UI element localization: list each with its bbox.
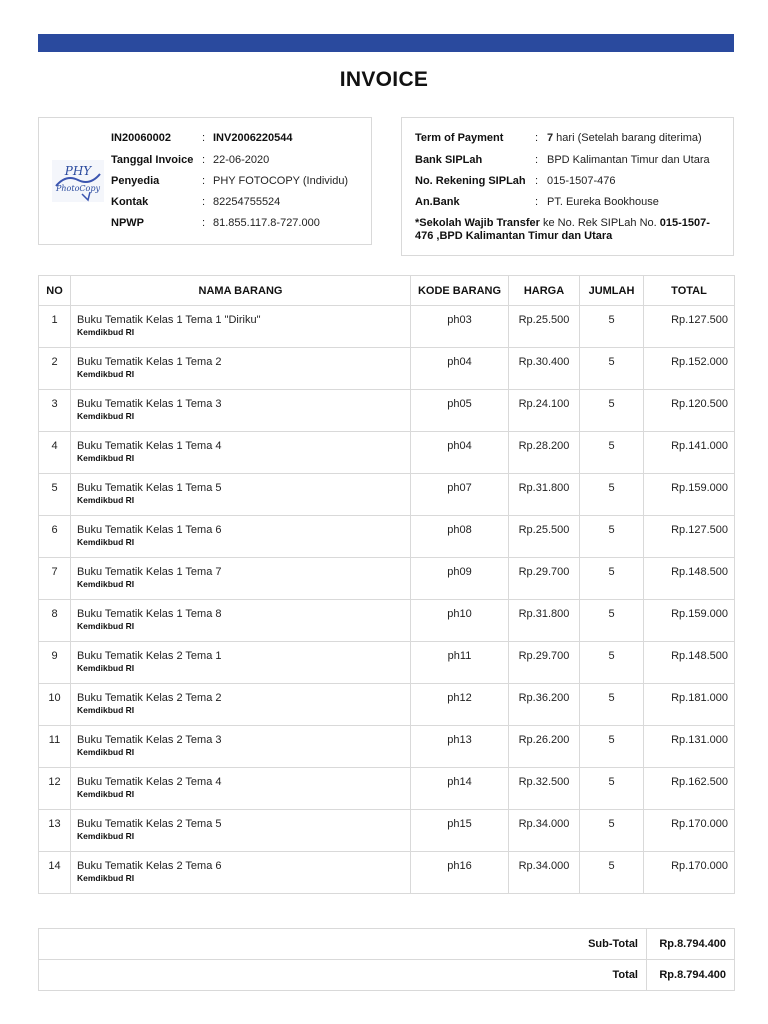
- item-quantity: 5: [580, 516, 644, 558]
- separator: :: [535, 132, 539, 144]
- item-price: Rp.26.200: [509, 726, 580, 768]
- header-name: NAMA BARANG: [71, 276, 411, 306]
- item-quantity: 5: [580, 852, 644, 894]
- item-total: Rp.181.000: [644, 684, 735, 726]
- item-code: ph11: [411, 642, 509, 684]
- row-number: 7: [39, 558, 71, 600]
- item-name: Buku Tematik Kelas 1 Tema 6: [77, 524, 222, 536]
- item-code: ph03: [411, 306, 509, 348]
- transfer-note-text: ke No. Rek SIPLah No.: [539, 217, 660, 229]
- table-row: [39, 558, 735, 600]
- item-total: Rp.148.500: [644, 642, 735, 684]
- item-price: Rp.30.400: [509, 348, 580, 390]
- term-label: Term of Payment: [415, 132, 504, 144]
- item-name-cell: [71, 390, 411, 432]
- item-quantity: 5: [580, 306, 644, 348]
- item-total: Rp.120.500: [644, 390, 735, 432]
- table-row: [39, 642, 735, 684]
- item-price: Rp.34.000: [509, 852, 580, 894]
- holder-value: PT. Eureka Bookhouse: [547, 196, 659, 208]
- item-price: Rp.24.100: [509, 390, 580, 432]
- table-row: [39, 852, 735, 894]
- item-name: Buku Tematik Kelas 1 Tema 8: [77, 608, 222, 620]
- item-code: ph04: [411, 432, 509, 474]
- item-publisher: Kemdikbud RI: [77, 705, 135, 715]
- row-number: 3: [39, 390, 71, 432]
- item-total: Rp.127.500: [644, 516, 735, 558]
- item-name-cell: [71, 348, 411, 390]
- header-no: NO: [39, 276, 71, 306]
- row-number: 5: [39, 474, 71, 516]
- item-name: Buku Tematik Kelas 1 Tema 3: [77, 398, 222, 410]
- item-publisher: Kemdikbud RI: [77, 579, 135, 589]
- invoice-id-label: IN20060002: [111, 132, 171, 144]
- item-price: Rp.31.800: [509, 600, 580, 642]
- item-code: ph15: [411, 810, 509, 852]
- item-name-cell: [71, 642, 411, 684]
- bank-label: Bank SIPLah: [415, 154, 483, 166]
- item-quantity: 5: [580, 432, 644, 474]
- row-number: 9: [39, 642, 71, 684]
- header-accent-bar: [38, 34, 734, 52]
- total-value: Rp.8.794.400: [647, 960, 735, 991]
- item-name: Buku Tematik Kelas 1 Tema 5: [77, 482, 222, 494]
- item-code: ph12: [411, 684, 509, 726]
- item-total: Rp.148.500: [644, 558, 735, 600]
- separator: :: [202, 132, 206, 144]
- item-publisher: Kemdikbud RI: [77, 789, 135, 799]
- item-publisher: Kemdikbud RI: [77, 537, 135, 547]
- item-code: ph05: [411, 390, 509, 432]
- contact-value: 82254755524: [213, 196, 281, 208]
- invoice-date-value: 22-06-2020: [213, 154, 270, 166]
- row-number: 8: [39, 600, 71, 642]
- table-row: [39, 390, 735, 432]
- row-number: 13: [39, 810, 71, 852]
- item-name-cell: [71, 768, 411, 810]
- item-name-cell: [71, 474, 411, 516]
- item-publisher: Kemdikbud RI: [77, 495, 135, 505]
- item-name: Buku Tematik Kelas 2 Tema 5: [77, 818, 222, 830]
- table-row: [39, 348, 735, 390]
- svg-text:PHY: PHY: [64, 164, 92, 178]
- separator: :: [535, 154, 539, 166]
- row-number: 2: [39, 348, 71, 390]
- subtotal-row: [39, 929, 735, 960]
- payment-info-box: [401, 117, 734, 256]
- item-name: Buku Tematik Kelas 2 Tema 2: [77, 692, 222, 704]
- item-total: Rp.162.500: [644, 768, 735, 810]
- item-publisher: Kemdikbud RI: [77, 873, 135, 883]
- item-name-cell: [71, 726, 411, 768]
- item-name: Buku Tematik Kelas 1 Tema 1 "Diriku": [77, 314, 261, 326]
- item-price: Rp.28.200: [509, 432, 580, 474]
- holder-label: An.Bank: [415, 196, 460, 208]
- item-price: Rp.32.500: [509, 768, 580, 810]
- item-quantity: 5: [580, 768, 644, 810]
- item-quantity: 5: [580, 558, 644, 600]
- summary-table: [38, 928, 735, 991]
- table-row: [39, 600, 735, 642]
- account-value: 015-1507-476: [547, 175, 616, 187]
- transfer-note-account: 015-1507-476 ,BPD Kalimantan Timur dan Utara: [415, 217, 710, 242]
- separator: :: [202, 196, 206, 208]
- row-number: 11: [39, 726, 71, 768]
- npwp-label: NPWP: [111, 217, 144, 229]
- item-code: ph07: [411, 474, 509, 516]
- item-name-cell: [71, 684, 411, 726]
- item-total: Rp.131.000: [644, 726, 735, 768]
- item-price: Rp.25.500: [509, 306, 580, 348]
- items-table: [38, 275, 735, 894]
- item-publisher: Kemdikbud RI: [77, 369, 135, 379]
- item-name-cell: [71, 600, 411, 642]
- page-title: INVOICE: [339, 68, 429, 91]
- item-name: Buku Tematik Kelas 2 Tema 3: [77, 734, 222, 746]
- item-publisher: Kemdikbud RI: [77, 453, 135, 463]
- term-value: [547, 131, 702, 145]
- row-number: 1: [39, 306, 71, 348]
- item-name-cell: [71, 306, 411, 348]
- item-name: Buku Tematik Kelas 1 Tema 4: [77, 440, 222, 452]
- item-total: Rp.141.000: [644, 432, 735, 474]
- item-name-cell: [71, 432, 411, 474]
- row-number: 4: [39, 432, 71, 474]
- item-total: Rp.152.000: [644, 348, 735, 390]
- separator: :: [202, 217, 206, 229]
- subtotal-value: Rp.8.794.400: [647, 929, 735, 960]
- table-row: [39, 810, 735, 852]
- item-code: ph10: [411, 600, 509, 642]
- item-publisher: Kemdikbud RI: [77, 663, 135, 673]
- item-code: ph08: [411, 516, 509, 558]
- item-code: ph14: [411, 768, 509, 810]
- item-publisher: Kemdikbud RI: [77, 411, 135, 421]
- header-price: HARGA: [509, 276, 580, 306]
- vendor-value: PHY FOTOCOPY (Individu): [213, 175, 349, 187]
- invoice-id-value: INV2006220544: [213, 132, 293, 144]
- item-total: Rp.170.000: [644, 852, 735, 894]
- phy-photocopy-logo-icon: [52, 160, 104, 202]
- item-total: Rp.159.000: [644, 474, 735, 516]
- total-label: Total: [39, 960, 647, 991]
- term-text: hari (Setelah barang diterima): [553, 132, 702, 144]
- item-code: ph13: [411, 726, 509, 768]
- table-header-row: [39, 276, 735, 306]
- item-quantity: 5: [580, 474, 644, 516]
- item-quantity: 5: [580, 810, 644, 852]
- item-code: ph16: [411, 852, 509, 894]
- invoice-date-label: Tanggal Invoice: [111, 154, 194, 166]
- row-number: 6: [39, 516, 71, 558]
- table-row: [39, 516, 735, 558]
- transfer-note-bold: *Sekolah Wajib Transfer: [415, 217, 540, 229]
- item-name: Buku Tematik Kelas 1 Tema 2: [77, 356, 222, 368]
- bank-value: BPD Kalimantan Timur dan Utara: [547, 154, 710, 166]
- table-row: [39, 474, 735, 516]
- subtotal-label: Sub-Total: [39, 929, 647, 960]
- item-code: ph09: [411, 558, 509, 600]
- header-total: TOTAL: [644, 276, 735, 306]
- item-name: Buku Tematik Kelas 2 Tema 4: [77, 776, 222, 788]
- item-quantity: 5: [580, 684, 644, 726]
- item-name: Buku Tematik Kelas 2 Tema 6: [77, 860, 222, 872]
- item-publisher: Kemdikbud RI: [77, 327, 135, 337]
- item-publisher: Kemdikbud RI: [77, 621, 135, 631]
- table-row: [39, 306, 735, 348]
- table-row: [39, 768, 735, 810]
- item-total: Rp.159.000: [644, 600, 735, 642]
- item-name-cell: [71, 516, 411, 558]
- item-total: Rp.127.500: [644, 306, 735, 348]
- table-row: [39, 432, 735, 474]
- separator: :: [202, 175, 206, 187]
- item-quantity: 5: [580, 348, 644, 390]
- vendor-label: Penyedia: [111, 175, 160, 187]
- item-price: Rp.36.200: [509, 684, 580, 726]
- item-price: Rp.29.700: [509, 642, 580, 684]
- header-code: KODE BARANG: [411, 276, 509, 306]
- contact-label: Kontak: [111, 196, 149, 208]
- table-row: [39, 726, 735, 768]
- svg-text:PhotoCopy: PhotoCopy: [56, 184, 100, 193]
- item-total: Rp.170.000: [644, 810, 735, 852]
- item-quantity: 5: [580, 390, 644, 432]
- transfer-note: [415, 217, 720, 243]
- item-name: Buku Tematik Kelas 1 Tema 7: [77, 566, 222, 578]
- row-number: 14: [39, 852, 71, 894]
- item-name: Buku Tematik Kelas 2 Tema 1: [77, 650, 222, 662]
- header-qty: JUMLAH: [580, 276, 644, 306]
- item-price: Rp.25.500: [509, 516, 580, 558]
- separator: :: [202, 154, 206, 166]
- account-label: No. Rekening SIPLah: [415, 175, 526, 187]
- item-publisher: Kemdikbud RI: [77, 747, 135, 757]
- item-quantity: 5: [580, 642, 644, 684]
- total-row: [39, 960, 735, 991]
- item-name-cell: [71, 852, 411, 894]
- separator: :: [535, 196, 539, 208]
- item-price: Rp.34.000: [509, 810, 580, 852]
- item-quantity: 5: [580, 600, 644, 642]
- table-row: [39, 684, 735, 726]
- term-days: 7: [547, 132, 554, 144]
- item-name-cell: [71, 558, 411, 600]
- invoice-info-box: [38, 117, 372, 245]
- npwp-value: 81.855.117.8-727.000: [213, 217, 320, 229]
- item-quantity: 5: [580, 726, 644, 768]
- item-name-cell: [71, 810, 411, 852]
- item-code: ph04: [411, 348, 509, 390]
- separator: :: [535, 175, 539, 187]
- row-number: 12: [39, 768, 71, 810]
- row-number: 10: [39, 684, 71, 726]
- item-price: Rp.29.700: [509, 558, 580, 600]
- item-price: Rp.31.800: [509, 474, 580, 516]
- item-publisher: Kemdikbud RI: [77, 831, 135, 841]
